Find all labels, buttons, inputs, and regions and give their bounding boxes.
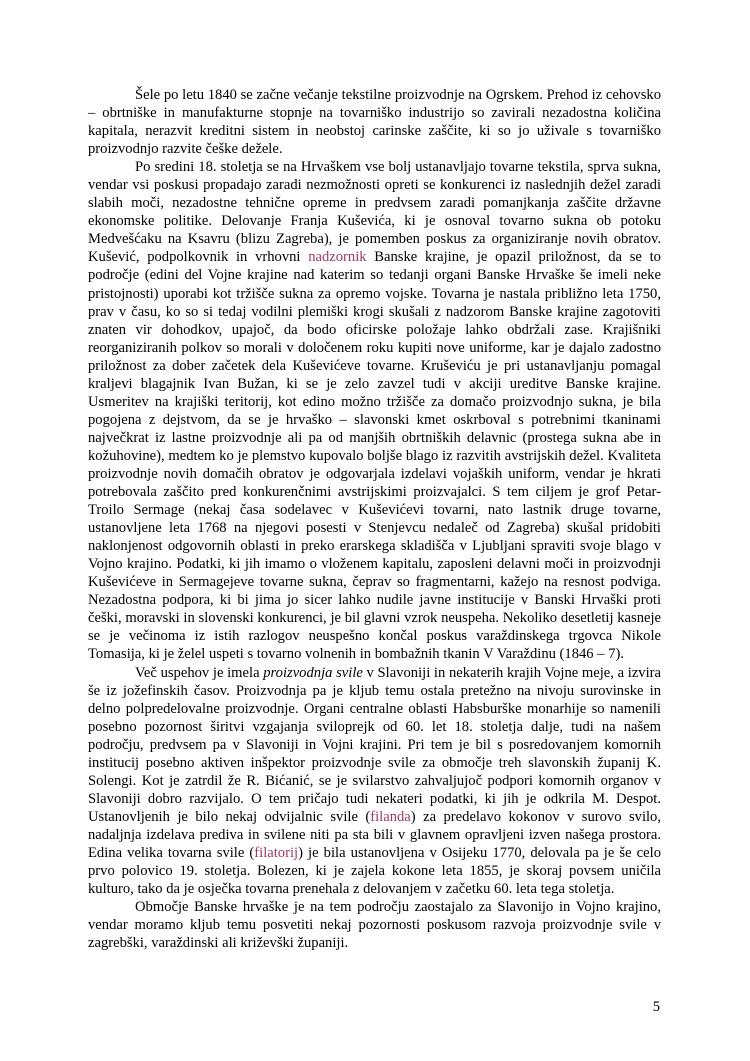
page-number: 5	[652, 999, 660, 1015]
paragraph-3-text-c: ) za predelavo kokonov v surovo svilo, nadaljnja izdelava prediva in svilene niti pa sta bili v glavnem opravljeni izven našega prostora. Edina velika tovarna svile (	[88, 808, 662, 861]
paragraph-1	[88, 86, 661, 158]
paragraph-3-text-a: Več uspehov je imela	[135, 664, 264, 681]
paragraph-4	[88, 898, 661, 952]
paragraph-3	[88, 664, 661, 899]
term-filatorij: filatorij	[254, 844, 299, 861]
paragraph-2	[88, 158, 661, 663]
paragraph-3-text-d: ) je bila ustanovljena v Osijeku 1770, delovala pa je še celo prvo polovico 19. stoletja. Bolezen, ki je zajela kokone leta 1855, je skoraj povsem uničila kulturo, tako da je osječka tovarna prenehala z delovanjem v začetku 60. leta tega stoletja.	[88, 844, 661, 898]
paragraph-3-text-b: v Slavoniji in nekaterih krajih Vojne meje, a izvira še iz jožefinskih časov. Proizvodnja pa je kljub temu ostala pretežno na nivoju surovinske in delno polpredelovalne proizvodnje. Organi centralne oblasti Habsburške monarhije so namenili posebno pozornost širitvi vzgajanja sviloprejk od 60. let 18. stoletja dalje, tudi na našem področju, predvsem pa v Slavoniji in Vojni krajini. Pri tem je bil s posredovanjem komornih institucij posebno aktiven inšpektor proizvodnje svile za območje treh slavonskih županij K. Solengi. Kot je zatrdil že R. Bićanić, se je svilarstvo zahvaljujoč podpori komornih organov v Slavoniji dobro razvijalo. O tem pričajo tudi nekateri podatki, ki jih je odkrila M. Despot. Ustanovljenih je bilo nekaj odvijalnic svile (	[88, 664, 661, 825]
emphasis-proizvodnja-svile: proizvodnja svile	[263, 664, 363, 681]
term-nadzornik: nadzornik	[308, 249, 367, 266]
document-body	[88, 86, 661, 952]
paragraph-2-text-a: Po sredini 18. stoletja se na Hrvaškem vse bolj ustanavljajo tovarne tekstila, sprva sukna, vendar vsi poskusi propadajo zaradi nezmožnosti opreti se konkurenci iz naslednjih dežel zaradi slabih moči, nezadostne tehnične opreme in predvsem zaradi pomanjkanja zaščite državne ekonomske politike. Delovanje Franja Kuševića, ki je osnoval tovarno sukna ob potoku Medvešćaku na Ksavru (blizu Zagreba), je pomemben poskus za organiziranje novih obratov. Kušević, podpolkovnik in vrhovni	[88, 159, 661, 266]
paragraph-4-text: Območje Banske hrvaške je na tem področju zaostajalo za Slavonijo in Vojno krajino, vendar moramo kljub temu posvetiti nekaj pozornosti poskusom razvoja proizvodnje svile v zagrebški, varaždinski ali križevški županiji.	[88, 899, 661, 952]
term-filanda: filanda	[370, 808, 411, 825]
paragraph-2-text-b: Banske krajine, je opazil priložnost, da se to področje (edini del Vojne krajine nad katerim so tedanji organi Banske Hrvaške še imeli neke pristojnosti) uporabi kot tržišče sukna za opremo vojske. Tovarna je nastala približno leta 1750, prav v času, ko so si tedaj vodilni plemiški krogi skušali z nadzorom Banske krajine zagotoviti znaten vir dohodkov, upajoč, da bodo oficirske položaje lahko obdržali zase. Krajišniki reorganiziranih polkov so morali v določenem roku kupiti nove uniforme, kar je dajalo zadostno priložnost za dober začetek dela Kuševićeve tovarne. Kruševiću je pri ustanavljanju pomagal kraljevi blagajnik Ivan Bužan, ki se je zelo zavzel tudi v akciji ureditve Banske krajine. Usmeritev na krajiški teritorij, kot edino možno tržišče za domačo proizvodnjo sukna, je bila pogojena z dejstvom, da se je hrvaško – slavonski kmet oskrboval s potrebnimi tkaninami največkrat iz lastne proizvodnje ali pa od manjših obrtniških delavnic (prostega sukna abe in kožuhovine), medtem ko je plemstvo kupovalo boljše blago iz razvitih avstrijskih dežel. Kvaliteta proizvodnje novih domačih obratov je odgovarjala izdelavi vojaških uniform, vendar je hkrati potrebovala zaščito pred konkurenčnimi avstrijskimi proizvajalci. S tem ciljem je grof Petar-Troilo Sermage (nekaj časa sodelavec v Kuševićevi tovarni, nato lastnik druge tovarne, ustanovljene leta 1768 na njegovi posesti v Stenjevcu nedaleč od Zagreba) skušal pridobiti naklonjenost odgovornih oblasti in preko erarskega skladišča v Ljubljani spraviti svoje blago v Vojno krajino. Podatki, ki jih imamo o vloženem kapitalu, zaposleni delavni moči in proizvodnji Kuševićeve in Sermagejeve tovarne sukna, čeprav so fragmentarni, kažejo na resnost podviga. Nezadostna podpora, ki bi jima jo sicer lahko nudile javne institucije v Banski Hrvaški proti češki, moravski in slovenski konkurenci, je bil glavni vzrok neuspeha. Nekoliko desetletij kasneje se je večinoma iz istih razlogov neuspešno končal poskus varaždinskega trgovca Nikole Tomasija, ki je želel uspeti s tovarno volnenih in bombažnih tkanin V Varaždinu (1846 – 7).	[88, 249, 661, 663]
paragraph-1-text: Šele po letu 1840 se začne večanje tekstilne proizvodnje na Ogrskem. Prehod iz cehovsko – obrtniške in manufakturne stopnje na tovarniško industrijo so zavirali nezadostna količina kapitala, nerazvit kreditni sistem in neobstoj carinske zaščite, ki so jo uživale s tovarniško proizvodnjo razvite češke dežele.	[88, 87, 661, 158]
